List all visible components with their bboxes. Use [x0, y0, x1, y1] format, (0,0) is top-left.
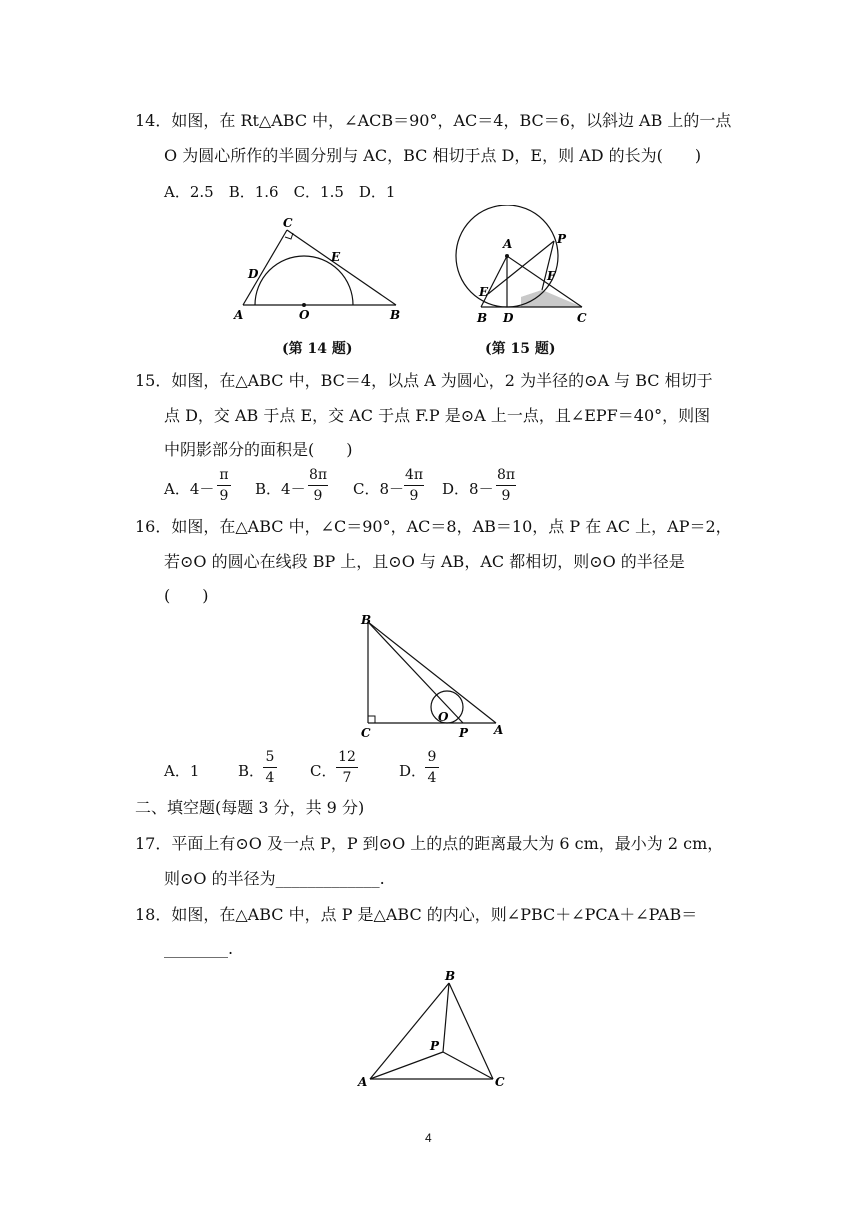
numerator: 9 [427, 749, 437, 765]
label-P: P [557, 232, 567, 246]
denominator: 7 [342, 770, 352, 786]
label-A: A [503, 237, 513, 251]
page-number: 4 [425, 1131, 432, 1145]
label-B: B [390, 308, 401, 322]
q15-line3: 中阴影部分的面积是( ) [164, 440, 353, 459]
label-B: B [361, 613, 372, 627]
q15-option-a-prefix: A．4－ [164, 480, 215, 498]
q17-line2: 则⊙O 的半径为_____________. [164, 869, 385, 888]
section-2-heading: 二、填空题(每题 3 分，共 9 分) [135, 798, 365, 817]
segment-EP [488, 241, 554, 294]
q16-line2: 若⊙O 的圆心在线段 BP 上，且⊙O 与 AB，AC 都相切，则⊙O 的半径是 [164, 552, 685, 571]
segment-BC [287, 230, 396, 305]
numerator: 12 [338, 749, 356, 765]
numerator: π [219, 467, 229, 483]
denominator: 9 [501, 488, 511, 504]
q15-option-d-fraction [496, 466, 516, 505]
label-E: E [479, 285, 489, 299]
q15-option-b-prefix: B．4－ [255, 480, 306, 498]
q16-line1: 16．如图，在△ABC 中，∠C＝90°，AC＝8，AB＝10，点 P 在 AC 上，AP＝2， [135, 517, 732, 536]
label-O: O [438, 710, 449, 724]
segment-BP [443, 983, 449, 1052]
denominator: 4 [427, 770, 437, 786]
q15-option-c-fraction [404, 466, 424, 505]
q15-option-c-prefix: C．8－ [353, 480, 405, 498]
right-angle-mark [368, 716, 375, 723]
label-A: A [234, 308, 244, 322]
denominator: 9 [313, 488, 323, 504]
label-D: D [248, 267, 259, 281]
q18-line2: ________. [164, 939, 234, 958]
q15-option-b-fraction [308, 466, 328, 505]
label-B: B [477, 311, 488, 325]
label-C: C [577, 311, 587, 325]
q16-option-c-fraction [336, 748, 358, 787]
q16-option-d-prefix: D． [399, 762, 427, 780]
q14-line2: O 为圆心所作的半圆分别与 AC，BC 相切于点 D，E，则 AD 的长为( ) [164, 146, 702, 165]
q14-options: A．2.5 B．1.6 C．1.5 D．1 [164, 183, 396, 201]
center-A [505, 254, 509, 258]
q14-line1: 14．如图，在 Rt△ABC 中，∠ACB＝90°，AC＝4，BC＝6，以斜边 AB 上的一点 [135, 111, 732, 130]
label-C: C [361, 726, 371, 740]
numerator: 8π [496, 467, 516, 483]
q16-option-b-fraction [263, 748, 277, 787]
label-C: C [495, 1075, 505, 1089]
numerator: 8π [308, 467, 328, 483]
denominator: 4 [265, 770, 275, 786]
label-A: A [358, 1075, 368, 1089]
label-A: A [494, 723, 504, 737]
q16-line3: ( ) [164, 586, 209, 605]
q16-option-c-prefix: C． [310, 762, 337, 780]
segment-CP [443, 1052, 493, 1079]
q15-line1: 15．如图，在△ABC 中，BC＝4，以点 A 为圆心，2 为半径的⊙A 与 BC 相切于 [135, 371, 713, 390]
segment-BP [368, 622, 463, 723]
segment-BC [449, 983, 493, 1079]
label-E: E [331, 250, 341, 264]
figure-14 [230, 215, 410, 325]
shaded-region-lower [521, 290, 582, 307]
q15-option-a-fraction [217, 466, 231, 505]
q15-option-d-prefix: D．8－ [442, 480, 494, 498]
q16-option-b-prefix: B． [238, 762, 265, 780]
figure-18 [350, 965, 520, 1095]
q15-caption: (第 15 题) [485, 341, 556, 357]
label-P: P [430, 1039, 440, 1053]
label-P: P [459, 726, 469, 740]
numerator: 5 [265, 749, 275, 765]
q16-option-a: A．1 [164, 762, 200, 780]
q15-line2: 点 D，交 AB 于点 E，交 AC 于点 F.P 是⊙A 上一点，且∠EPF＝40°，则图 [164, 406, 711, 425]
q16-option-d-fraction [425, 748, 439, 787]
figure-16 [355, 612, 515, 742]
segment-AB [368, 622, 496, 723]
figure-15 [455, 205, 595, 330]
center-O [302, 303, 306, 307]
q18-line1: 18．如图，在△ABC 中，点 P 是△ABC 的内心，则∠PBC＋∠PCA＋∠PAB＝ [135, 905, 698, 924]
label-O: O [299, 308, 310, 322]
label-C: C [283, 216, 293, 230]
q17-line1: 17．平面上有⊙O 及一点 P，P 到⊙O 上的点的距离最大为 6 cm，最小为 2 cm， [135, 834, 724, 853]
q14-caption: (第 14 题) [282, 341, 353, 357]
label-B: B [445, 969, 456, 983]
denominator: 9 [219, 488, 229, 504]
denominator: 9 [409, 488, 419, 504]
numerator: 4π [404, 467, 424, 483]
label-D: D [503, 311, 514, 325]
label-F: F [547, 269, 556, 283]
